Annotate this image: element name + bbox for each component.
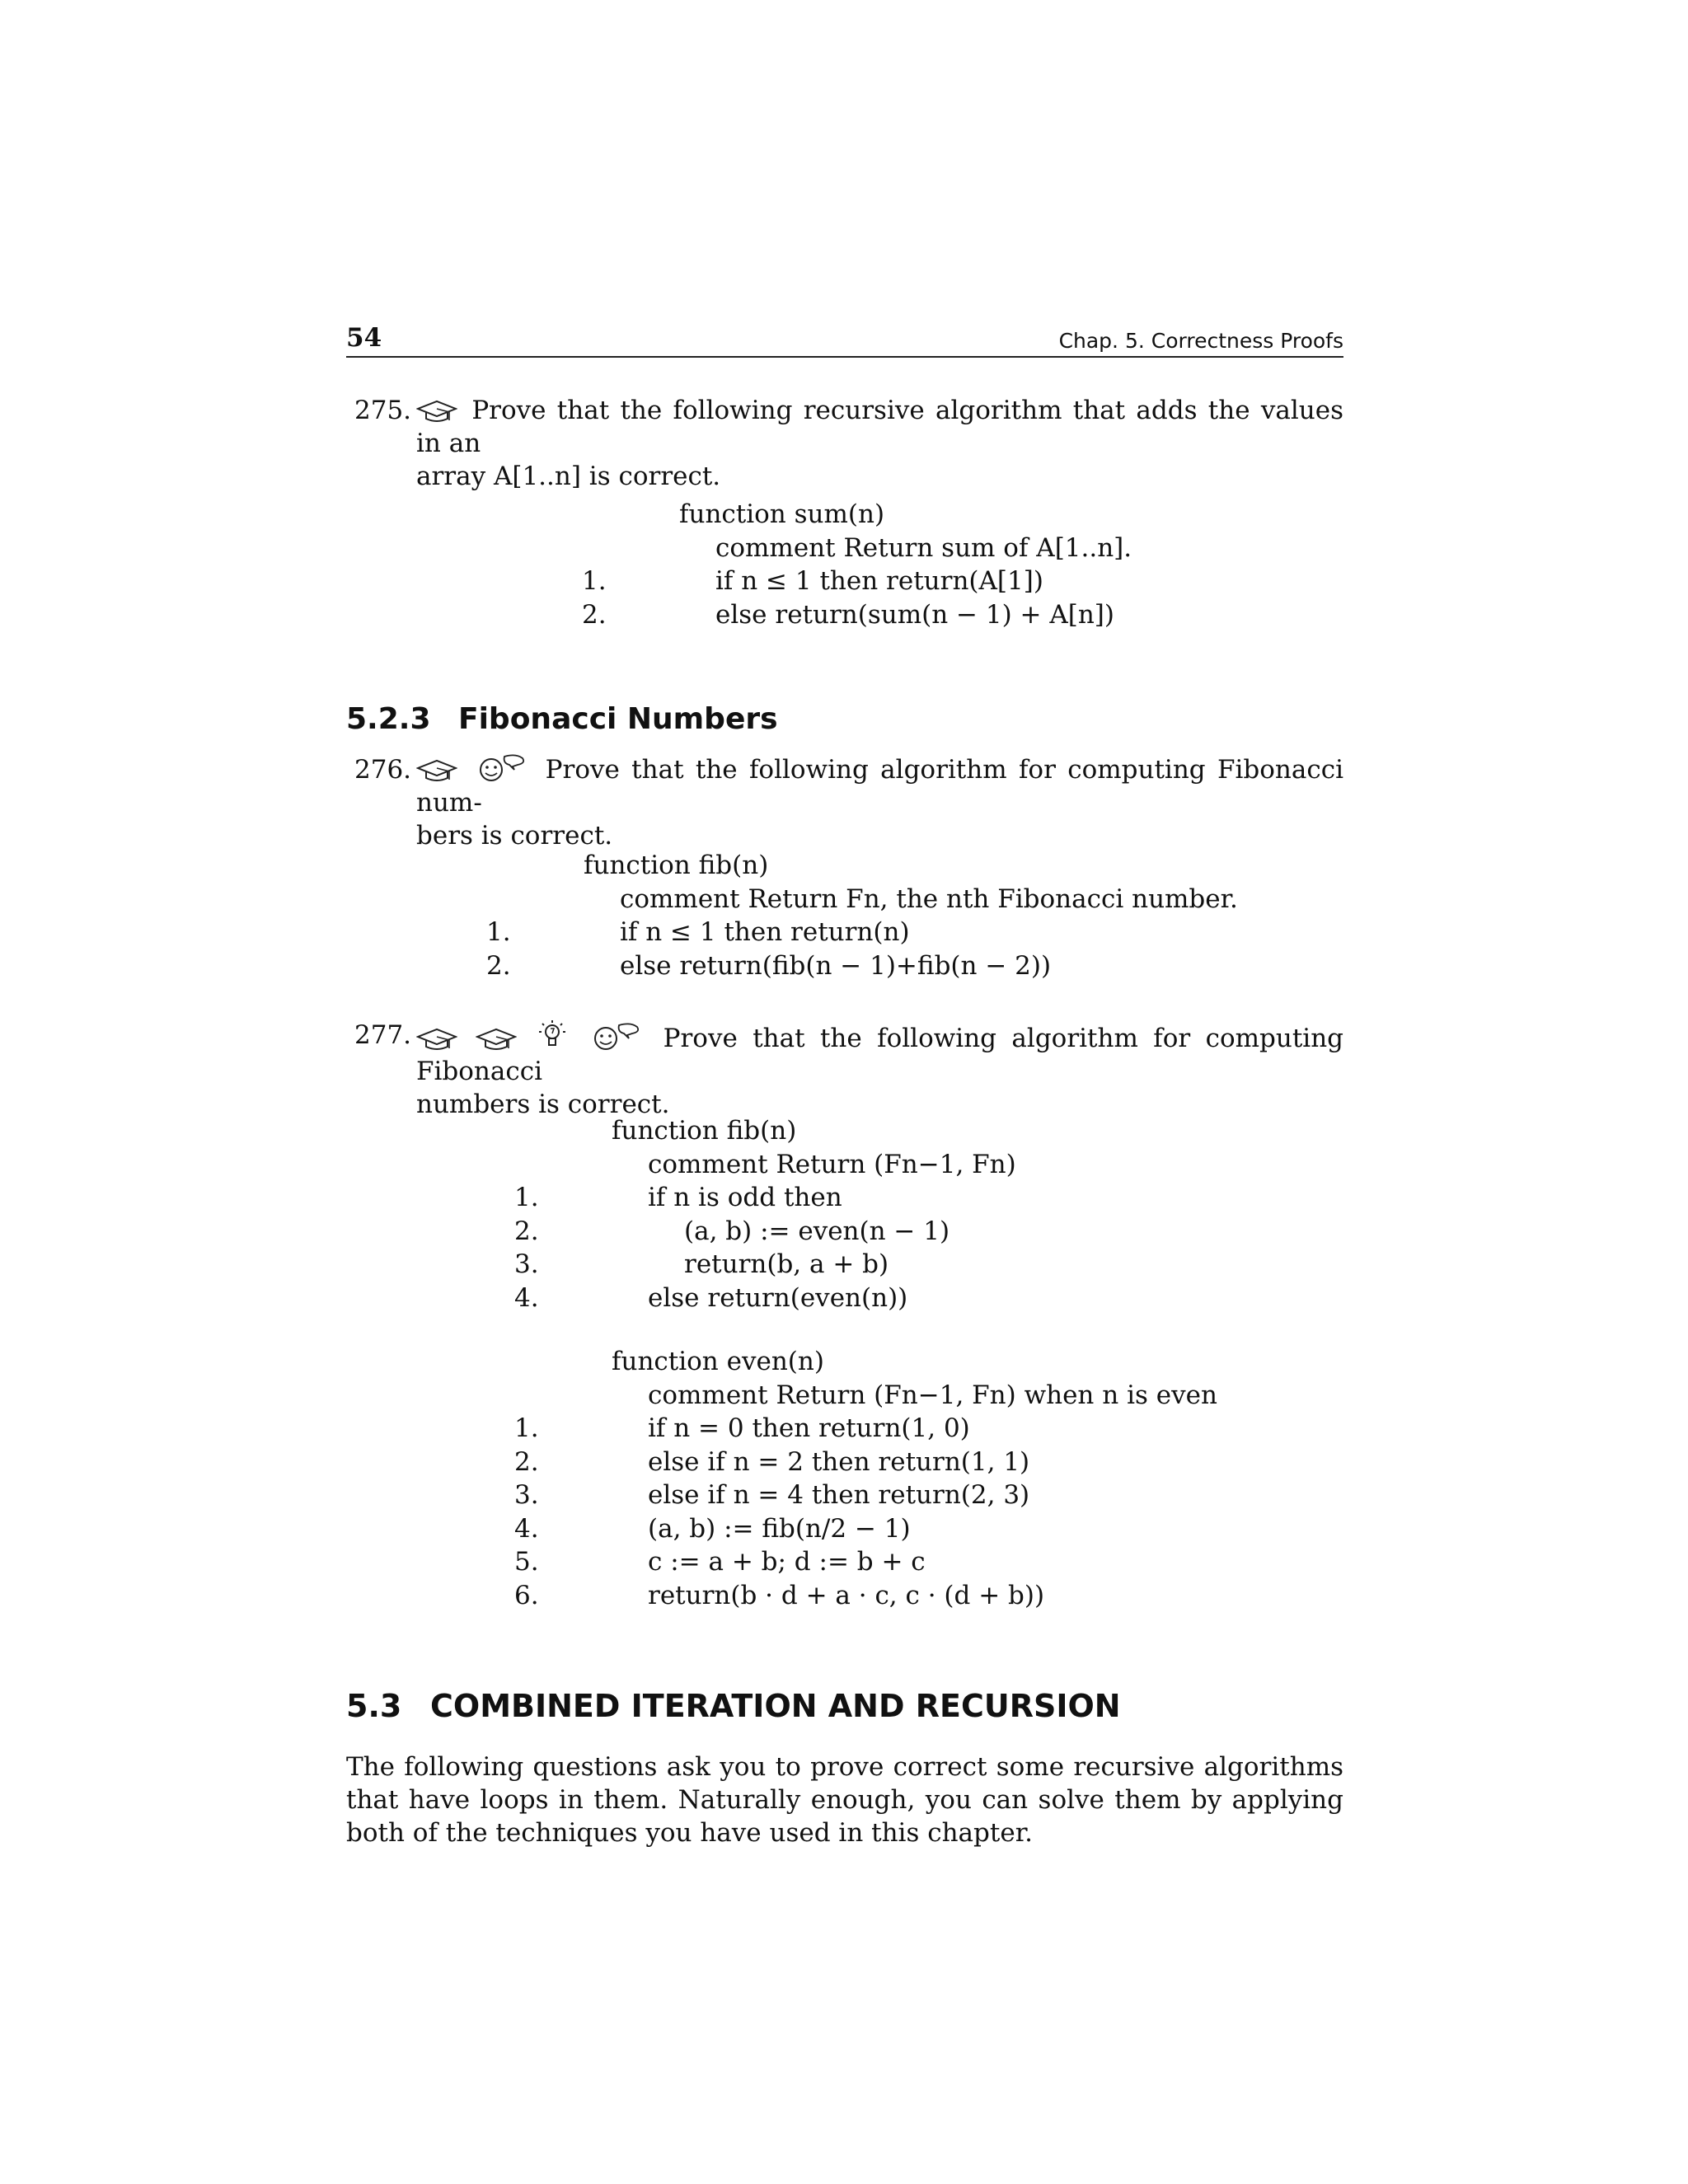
problem-number: 276. <box>354 755 412 785</box>
algo-line: function fib(n) <box>612 1116 797 1146</box>
problem-text-line1: Prove that the following algorithm for computing Fibonacci num- <box>416 755 1343 818</box>
mortarboard-icon <box>416 758 457 783</box>
algorithm-fib <box>486 849 1238 982</box>
algo-line: 5. c := a + b; d := b + c <box>514 1547 926 1577</box>
problem-text-line1: Prove that the following algorithm for computing Fibonacci <box>416 1024 1344 1086</box>
problem-text-line2: array A[1..n] is correct. <box>416 462 721 491</box>
mortarboard-icon <box>416 1027 457 1052</box>
algo-line: comment Return Fn, the nth Fibonacci number. <box>620 883 1238 914</box>
problem-number: 275. <box>354 396 412 425</box>
algo-line: 1. if n ≤ 1 then return(A[1]) <box>582 566 1043 596</box>
algo-line: comment Return sum of A[1..n]. <box>715 532 1132 563</box>
algo-line: 2. else return(sum(n − 1) + A[n]) <box>582 599 1114 630</box>
algo-line: 3. return(b, a + b) <box>514 1249 889 1279</box>
mortarboard-icon <box>416 399 457 424</box>
problem-276 <box>346 753 1343 852</box>
page-header <box>346 323 1343 358</box>
problem-277 <box>346 1019 1343 1121</box>
problem-275 <box>346 394 1343 493</box>
algo-line: 1. if n = 0 then return(1, 0) <box>514 1413 970 1443</box>
problem-text-line2: bers is correct. <box>416 821 613 851</box>
algo-line: 4. (a, b) := fib(n/2 − 1) <box>514 1513 911 1544</box>
algo-line: 6. return(b · d + a · c, c · (d + b)) <box>514 1580 1045 1610</box>
algo-line: function even(n) <box>612 1347 824 1376</box>
algo-line: function sum(n) <box>679 499 885 529</box>
section-paragraph: The following questions ask you to prove correct some recursive algorithms that have loops in them. Naturally enough, you can solve them by applying both of the techniques you have used in this chapter. <box>346 1752 1343 1848</box>
problem-text-line1: Prove that the following recursive algorithm that adds the values in an <box>416 396 1343 458</box>
smiley-speech-icon <box>587 1022 645 1052</box>
algorithm-sum <box>582 498 1132 631</box>
algo-line: 1. if n is odd then <box>514 1183 842 1212</box>
algorithm-even <box>514 1345 1217 1612</box>
section-heading: 5.3 COMBINED ITERATION AND RECURSION <box>346 1688 1121 1724</box>
algo-line: 3. else if n = 4 then return(2, 3) <box>514 1480 1030 1510</box>
lightbulb-icon <box>536 1019 569 1052</box>
problem-number: 277. <box>354 1020 412 1050</box>
smiley-speech-icon <box>472 753 530 783</box>
mortarboard-icon <box>476 1027 517 1052</box>
page-number: 54 <box>346 323 382 353</box>
algo-line: comment Return (Fn−1, Fn) when n is even <box>648 1380 1217 1410</box>
subsection-heading: 5.2.3 Fibonacci Numbers <box>346 702 778 736</box>
page <box>346 323 1344 1848</box>
running-head: Chap. 5. Correctness Proofs <box>1058 329 1343 353</box>
algo-line: 2. (a, b) := even(n − 1) <box>514 1216 950 1246</box>
algo-line: 2. else return(fib(n − 1)+fib(n − 2)) <box>486 950 1052 981</box>
problem-text-line2: numbers is correct. <box>416 1090 670 1119</box>
algorithm-fib-fast <box>514 1114 1016 1315</box>
algo-line: 1. if n ≤ 1 then return(n) <box>486 917 910 947</box>
algo-line: comment Return (Fn−1, Fn) <box>648 1149 1016 1179</box>
algo-line: 4. else return(even(n)) <box>514 1282 908 1313</box>
algo-line: 2. else if n = 2 then return(1, 1) <box>514 1446 1030 1477</box>
algo-line: function fib(n) <box>584 851 769 880</box>
